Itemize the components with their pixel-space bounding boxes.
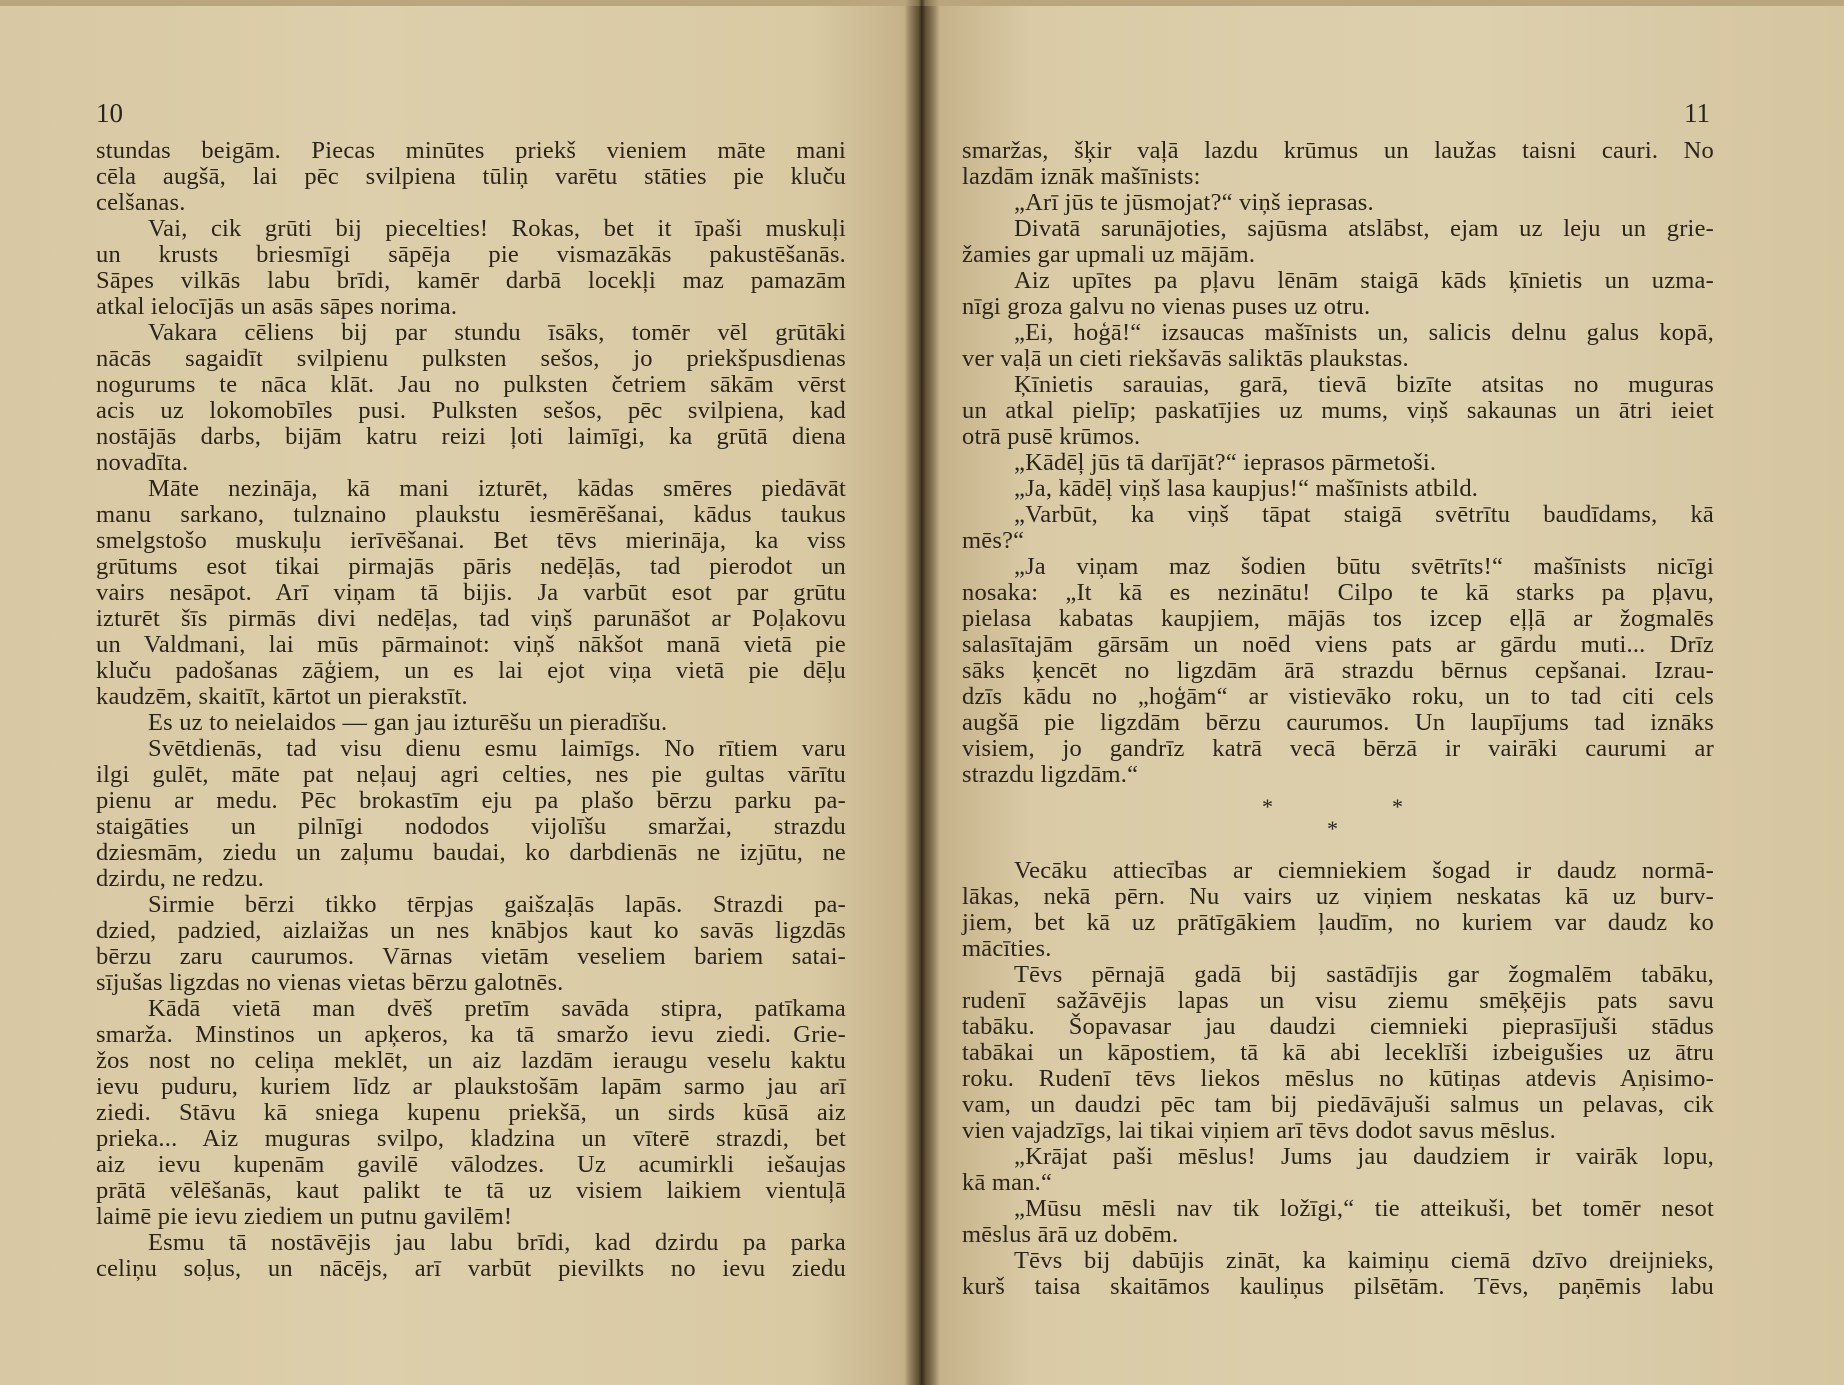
text-line: „Kādēļ jūs tā darījāt?“ ieprasos pārmetoši. <box>1014 449 1437 476</box>
text-line: „Ei, hoģā!“ izsaucas mašīnists un, salicis delnu galus kopā, <box>1014 319 1714 346</box>
text-line: dzied, padzied, aizlaižas un nes knābjos kaut ko savās ligzdās <box>96 917 846 944</box>
text-line: lākas, nekā pērn. Nu vairs uz viņiem neskatas kā uz burv- <box>962 883 1714 910</box>
text-line: ziedi. Stāvu kā sniega kupenu priekšā, un sirds kūsā aiz <box>96 1099 846 1126</box>
text-line: acis uz lokomobīles pusi. Pulksten sešos, pēc svilpiena, kad <box>96 397 846 424</box>
text-line: nogurums te nāca klāt. Jau no pulksten četriem sākām vērst <box>96 371 846 398</box>
text-line: pielasa kabatas kaupjiem, mājās tos izcep eļļā ar žogmalēs <box>962 605 1714 632</box>
text-line: rudenī sažāvējis lapas un visu ziemu smēķējis pats savu <box>962 987 1714 1014</box>
text-line: ievu puduru, kuriem līdz ar plaukstošām lapām sarmo jau arī <box>96 1073 846 1100</box>
left-page-text <box>96 138 846 1282</box>
text-line: nostājās darbs, bijām katru reizi ļoti laimīgi, ka grūtā diena <box>96 423 846 450</box>
text-line: grūtums esot tikai pirmajās pāris nedēļās, tad pierodot un <box>96 553 846 580</box>
text-line: vien vajadzīgs, lai tikai viņiem arī tēvs dodot savus mēslus. <box>962 1117 1556 1144</box>
text-line: Tēvs pērnajā gadā bij sastādījis gar žogmalēm tabāku, <box>1014 961 1714 988</box>
text-line: Ķīnietis sarauias, garā, tievā bizīte atsitas no muguras <box>1014 371 1714 398</box>
text-line: Māte nezināja, kā mani izturēt, kādas smēres piedāvāt <box>148 475 846 502</box>
asterism-star: * <box>1392 794 1404 819</box>
text-line: nīgi groza galvu no vienas puses uz otru. <box>962 293 1371 320</box>
text-line: pienu ar medu. Pēc brokastīm eju pa plašo bērzu parku pa- <box>96 787 846 814</box>
text-line: un atkal pielīp; paskatījies uz mums, viņš sakaunas un ātri ieiet <box>962 397 1714 424</box>
page-number-left: 10 <box>96 98 123 128</box>
text-line: lazdām iznāk mašīnists: <box>962 163 1201 190</box>
text-line: un krusts briesmīgi sāpēja pie vismazākās pakustēšanās. <box>96 241 846 268</box>
text-line: bērzu zaru caurumos. Vārnas vietām veseliem bariem satai- <box>96 943 846 970</box>
asterism-star: * <box>1262 794 1274 819</box>
text-line: Esmu tā nostāvējis jau labu brīdi, kad dzirdu pa parka <box>148 1229 846 1256</box>
text-line: prieka... Aiz muguras svilpo, kladzina un vīterē strazdi, bet <box>96 1125 846 1152</box>
right-page-text <box>962 138 1714 1300</box>
text-line: strazdu ligzdām.“ <box>962 761 1139 788</box>
text-line: novadīta. <box>96 449 189 476</box>
text-line: salasītajām gārsām un noēd viens pats ar gārdu muti... Drīz <box>962 631 1714 658</box>
text-line: „Varbūt, ka viņš tāpat staigā svētrītu baudīdams, kā <box>1014 501 1714 528</box>
text-line: celiņu soļus, un nācējs, arī varbūt pievilkts no ievu ziedu <box>96 1255 846 1282</box>
text-line: Sāpes vilkās labu brīdi, kamēr darbā locekļi maz pamazām <box>96 267 846 294</box>
right-text-before-break <box>962 138 1714 788</box>
text-line: mēs?“ <box>962 527 1025 554</box>
text-line: vairs nesāpot. Arī viņam tā bijis. Ja varbūt esot par grūtu <box>96 579 846 606</box>
text-line: žamies gar upmali uz mājām. <box>962 241 1256 268</box>
text-line: otrā pusē krūmos. <box>962 423 1141 450</box>
text-line: dzirdu, ne redzu. <box>96 865 265 892</box>
text-line: kurš taisa skaitāmos kauliņus pilsētām. Tēvs, paņēmis labu <box>962 1273 1714 1300</box>
text-line: celšanas. <box>96 189 186 216</box>
page-number-right: 11 <box>1684 98 1710 128</box>
text-line: stundas beigām. Piecas minūtes priekš vieniem māte mani <box>96 137 846 164</box>
text-line: augšā pie ligzdām bērzu caurumos. Un laupījums tad iznāks <box>962 709 1714 736</box>
text-line: „Ja, kādēļ viņš lasa kaupjus!“ mašīnists atbild. <box>1014 475 1479 502</box>
text-line: sījušas ligzdas no vienas vietas bērzu galotnēs. <box>96 969 564 996</box>
text-line: nosaka: „It kā es nezinātu! Cilpo te kā starks pa pļavu, <box>962 579 1714 606</box>
text-line: Vecāku attiecības ar ciemniekiem šogad ir daudz normā- <box>1014 857 1714 884</box>
text-line: ilgi gulēt, māte pat neļauj agri celties, nes pie gultas vārītu <box>96 761 846 788</box>
text-line: Aiz upītes pa pļavu lēnām staigā kāds ķīnietis un uzma- <box>1014 267 1714 294</box>
text-line: roku. Rudenī tēvs liekos mēslus no kūtiņas atdevis Aņisimo- <box>962 1065 1714 1092</box>
text-line: un Valdmani, lai mūs pārmainot: viņš nākšot manā vietā pie <box>96 631 846 658</box>
text-line: Es uz to neielaidos — gan jau izturēšu un pieradīšu. <box>148 709 668 736</box>
text-line: staigāties un pilnīgi nododos vijolīšu smaržai, strazdu <box>96 813 846 840</box>
text-line: mēslus ārā uz dobēm. <box>962 1221 1179 1248</box>
text-line: Vai, cik grūti bij piecelties! Rokas, bet it īpaši muskuļi <box>148 215 846 242</box>
text-line: kā man.“ <box>962 1169 1053 1196</box>
text-line: Svētdienās, tad visu dienu esmu laimīgs. No rītiem varu <box>148 735 846 762</box>
text-line: „Ja viņam maz šodien būtu svētrīts!“ mašīnists nicīgi <box>1014 553 1714 580</box>
right-page <box>926 0 1844 1385</box>
text-line: „Krājat paši mēslus! Jums jau daudziem ir vairāk lopu, <box>1014 1143 1714 1170</box>
text-line: dziesmām, ziedu un zaļumu baudai, ko darbdienās ne izjūtu, ne <box>96 839 846 866</box>
text-line: „Mūsu mēsli nav tik ložīgi,“ tie atteikuši, bet tomēr nesot <box>1014 1195 1714 1222</box>
text-line: dzīs kādu no „hoģām“ ar vistievāko roku, un to tad citi cels <box>962 683 1714 710</box>
text-line: Sirmie bērzi tikko tērpjas gaišzaļās lapās. Strazdi pa- <box>148 891 846 918</box>
text-line: Tēvs bij dabūjis zināt, ka kaimiņu ciemā dzīvo dreijnieks, <box>1014 1247 1714 1274</box>
text-line: prātā vēlēšanās, kaut palikt te tā uz visiem laikiem vientuļā <box>96 1177 846 1204</box>
text-line: atkal ielocījās un asās sāpes norima. <box>96 293 458 320</box>
text-line: izturēt šīs pirmās divi nedēļas, tad viņš parunāšot ar Poļakovu <box>96 605 846 632</box>
text-line: Kādā vietā man dvēš pretīm savāda stipra, patīkama <box>148 995 846 1022</box>
text-line: žos nost no celiņa meklēt, un aiz lazdām ieraugu veselu kaktu <box>96 1047 846 1074</box>
text-line: tabāku. Šopavasar jau daudzi ciemnieki pieprasījuši stādus <box>962 1013 1714 1040</box>
text-line: kaudzēm, skaitīt, kārtot un pierakstīt. <box>96 683 468 710</box>
text-line: manu sarkano, tulznaino plaukstu iesmērēšanai, kādus taukus <box>96 501 846 528</box>
text-line: smelgstošo muskuļu ierīvēšanai. Bet tēvs mierināja, ka viss <box>96 527 846 554</box>
text-line: Vakara cēliens bij par stundu īsāks, tomēr vēl grūtāki <box>148 319 846 346</box>
asterism-star: * <box>1327 816 1339 841</box>
text-line: visiem, jo gandrīz katrā vecā bērzā ir vairāki caurumi ar <box>962 735 1714 762</box>
text-line: sāks ķencēt no ligzdām ārā strazdu bērnus cepšanai. Izrau- <box>962 657 1714 684</box>
text-line: mācīties. <box>962 935 1052 962</box>
text-line: smarža. Minstinos un apķeros, ka tā smaržo ievu ziedi. Grie- <box>96 1021 846 1048</box>
text-line: kluču padošanas zāģiem, un es lai ejot viņa vietā pie dēļu <box>96 657 846 684</box>
text-line: nācās sagaidīt svilpienu pulksten sešos, jo priekšpusdienas <box>96 345 846 372</box>
text-line: cēla augšā, lai pēc svilpiena tūliņ varētu stāties pie kluču <box>96 163 846 190</box>
text-line: „Arī jūs te jūsmojat?“ viņš ieprasas. <box>1014 189 1374 216</box>
text-line: aiz ievu kupenām gavilē vālodzes. Uz acumirkli iešaujas <box>96 1151 846 1178</box>
left-page <box>0 0 918 1385</box>
text-line: vam, un daudzi pēc tam bij piedāvājuši salmus un pelavas, cik <box>962 1091 1714 1118</box>
right-text-after-break <box>962 858 1714 1300</box>
text-line: Divatā sarunājoties, sajūsma atslābst, ejam uz leju un grie- <box>1014 215 1714 242</box>
text-line: laimē pie ievu ziediem un putnu gavilēm! <box>96 1203 513 1230</box>
text-line: ver vaļā un cieti riekšavās saliktās plaukstas. <box>962 345 1409 372</box>
section-break <box>962 794 1714 852</box>
text-line: jiem, bet kā uz prātīgākiem ļaudīm, no kuriem var daudz ko <box>962 909 1714 936</box>
text-line: tabākai un kāpostiem, tā kā abi leceklīši izbeigušies uz ātru <box>962 1039 1714 1066</box>
text-line: smaržas, šķir vaļā lazdu krūmus un laužas taisni cauri. No <box>962 137 1714 164</box>
